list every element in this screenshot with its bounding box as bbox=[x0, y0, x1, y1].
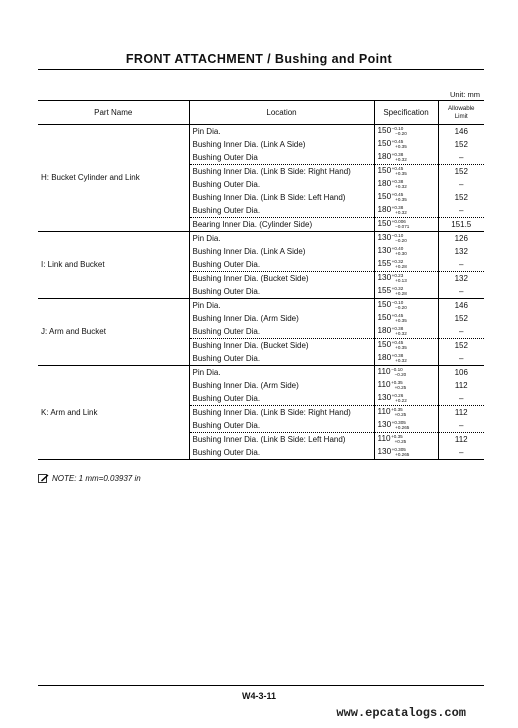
spec-tolerance bbox=[392, 260, 407, 269]
spec-base: 150 bbox=[377, 192, 392, 202]
spec-upper: +0.35 bbox=[391, 406, 403, 412]
specification-cell bbox=[374, 151, 438, 165]
spec-upper: +0.35 bbox=[391, 379, 403, 385]
specification-cell bbox=[374, 352, 438, 366]
specification-cell bbox=[374, 366, 438, 380]
location-cell: Pin Dia. bbox=[189, 366, 374, 380]
spec-base: 150 bbox=[377, 139, 392, 149]
spec-table-body bbox=[38, 125, 484, 460]
header-allowable-line1: Allowable bbox=[448, 104, 475, 112]
spec-tolerance bbox=[391, 381, 406, 390]
spec-base: 150 bbox=[377, 126, 392, 136]
limit-cell: – bbox=[459, 393, 464, 403]
limit-cell: 146 bbox=[438, 299, 484, 313]
spec-tolerance bbox=[392, 140, 407, 149]
spec-base: 180 bbox=[377, 205, 392, 215]
note-text: NOTE: 1 mm=0.03937 in bbox=[52, 474, 141, 483]
spec-table bbox=[38, 100, 484, 460]
limit-cell: – bbox=[459, 326, 464, 336]
specification-cell bbox=[374, 138, 438, 151]
specification-cell bbox=[374, 446, 438, 460]
spec-upper: +0.45 bbox=[391, 339, 404, 345]
spec-tolerance bbox=[392, 394, 407, 403]
spec-upper: −0.10 bbox=[391, 366, 403, 372]
header-part-name: Part Name bbox=[38, 101, 189, 125]
spec-tolerance bbox=[392, 287, 407, 296]
page-number: W4-3-11 bbox=[241, 691, 276, 701]
limit-cell: 132 bbox=[438, 272, 484, 286]
specification-cell bbox=[374, 258, 438, 272]
spec-lower: +0.265 bbox=[395, 424, 410, 430]
spec-tolerance bbox=[392, 301, 407, 310]
spec-tolerance bbox=[392, 421, 410, 430]
specification-cell bbox=[374, 325, 438, 339]
location-cell: Bushing Outer Dia. bbox=[189, 258, 374, 272]
spec-tolerance bbox=[392, 448, 410, 457]
spec-base: 180 bbox=[377, 179, 392, 189]
spec-tolerance bbox=[391, 408, 406, 417]
spec-tolerance bbox=[391, 368, 406, 377]
specification-cell bbox=[374, 245, 438, 258]
spec-tolerance bbox=[392, 167, 407, 176]
spec-base: 130 bbox=[377, 447, 392, 457]
spec-tolerance bbox=[392, 180, 407, 189]
specification-cell bbox=[374, 204, 438, 218]
spec-lower: +0.265 bbox=[395, 451, 410, 457]
location-cell: Bushing Outer Dia. bbox=[189, 352, 374, 366]
location-cell: Bushing Inner Dia. (Bucket Side) bbox=[189, 339, 374, 353]
location-cell: Bushing Outer Dia. bbox=[189, 285, 374, 299]
specification-cell bbox=[374, 406, 438, 420]
specification-cell bbox=[374, 272, 438, 286]
specification-cell bbox=[374, 232, 438, 246]
spec-lower: +0.35 bbox=[395, 170, 407, 176]
table-row bbox=[38, 299, 484, 313]
spec-upper: −0.10 bbox=[391, 125, 404, 131]
spec-base: 180 bbox=[377, 152, 392, 162]
header-location: Location bbox=[189, 101, 374, 125]
specification-cell bbox=[374, 339, 438, 353]
limit-cell: 152 bbox=[454, 139, 468, 149]
spec-base: 155 bbox=[377, 259, 392, 269]
spec-lower: −0.20 bbox=[395, 237, 407, 243]
limit-cell: 112 bbox=[438, 433, 484, 447]
location-cell: Bushing Outer Dia. bbox=[189, 419, 374, 433]
location-cell: Bushing Inner Dia. (Link B Side: Left Hand) bbox=[189, 191, 374, 204]
unit-label: Unit: mm bbox=[450, 90, 480, 99]
specification-cell bbox=[374, 312, 438, 325]
spec-lower: +0.32 bbox=[395, 357, 407, 363]
spec-upper: −0.10 bbox=[391, 299, 404, 305]
spec-upper: +0.38 bbox=[391, 178, 404, 184]
spec-upper: +0.45 bbox=[391, 165, 404, 171]
spec-lower: +0.22 bbox=[395, 397, 407, 403]
specification-cell bbox=[374, 285, 438, 299]
spec-upper: +0.305 bbox=[391, 419, 406, 425]
spec-lower: +0.30 bbox=[395, 250, 407, 256]
specification-cell bbox=[374, 218, 438, 232]
watermark: www.epcatalogs.com bbox=[336, 706, 466, 720]
limit-cell: 132 bbox=[454, 246, 468, 256]
specification-cell bbox=[374, 191, 438, 204]
specification-cell bbox=[374, 379, 438, 392]
spec-lower: +0.32 bbox=[395, 183, 407, 189]
spec-upper: +0.305 bbox=[391, 446, 406, 452]
spec-base: 130 bbox=[377, 393, 392, 403]
spec-tolerance bbox=[391, 435, 406, 444]
location-cell: Bushing Inner Dia. (Arm Side) bbox=[189, 312, 374, 325]
spec-base: 130 bbox=[377, 246, 392, 256]
spec-upper: +0.23 bbox=[391, 272, 404, 278]
limit-cell: – bbox=[459, 152, 464, 162]
note bbox=[38, 474, 141, 483]
spec-tolerance bbox=[392, 247, 407, 256]
table-row bbox=[38, 366, 484, 380]
spec-upper: +0.40 bbox=[391, 245, 404, 251]
spec-upper: +0.006 bbox=[391, 218, 406, 224]
header-specification: Specification bbox=[374, 101, 438, 125]
table-header-row bbox=[38, 101, 484, 125]
spec-tolerance bbox=[392, 220, 410, 229]
limit-cell: 152 bbox=[438, 339, 484, 353]
spec-tolerance bbox=[392, 193, 407, 202]
specification-cell bbox=[374, 392, 438, 406]
spec-base: 150 bbox=[377, 219, 392, 229]
spec-base: 150 bbox=[377, 313, 392, 323]
spec-base: 150 bbox=[377, 340, 392, 350]
location-cell: Bushing Inner Dia. (Link B Side: Left Hand) bbox=[189, 433, 374, 447]
specification-cell bbox=[374, 125, 438, 139]
limit-cell: – bbox=[459, 205, 464, 215]
spec-tolerance bbox=[392, 314, 407, 323]
location-cell: Bushing Outer Dia. bbox=[189, 204, 374, 218]
location-cell: Bushing Outer Dia bbox=[189, 151, 374, 165]
spec-base: 130 bbox=[377, 420, 392, 430]
location-cell: Bushing Outer Dia. bbox=[189, 446, 374, 460]
header-allowable-limit bbox=[438, 101, 484, 125]
spec-upper: +0.45 bbox=[391, 191, 404, 197]
limit-cell: – bbox=[459, 420, 464, 430]
spec-tolerance bbox=[392, 354, 407, 363]
location-cell: Bushing Outer Dia. bbox=[189, 392, 374, 406]
location-cell: Bushing Inner Dia. (Arm Side) bbox=[189, 379, 374, 392]
spec-lower: +0.35 bbox=[395, 196, 407, 202]
spec-upper: −0.10 bbox=[391, 232, 404, 238]
spec-lower: +0.35 bbox=[395, 317, 407, 323]
spec-base: 110 bbox=[377, 367, 391, 377]
spec-upper: +0.38 bbox=[391, 151, 404, 157]
specification-cell bbox=[374, 433, 438, 447]
spec-upper: +0.35 bbox=[391, 433, 403, 439]
limit-cell: 112 bbox=[438, 406, 484, 420]
location-cell: Bushing Inner Dia. (Link A Side) bbox=[189, 138, 374, 151]
limit-cell: 106 bbox=[438, 366, 484, 380]
spec-base: 150 bbox=[377, 166, 392, 176]
limit-cell: 151.5 bbox=[438, 218, 484, 232]
limit-cell: 126 bbox=[438, 232, 484, 246]
location-cell: Bushing Outer Dia. bbox=[189, 325, 374, 339]
spec-lower: +0.13 bbox=[395, 277, 407, 283]
spec-base: 150 bbox=[377, 300, 392, 310]
spec-base: 110 bbox=[377, 380, 391, 390]
spec-upper: +0.45 bbox=[391, 138, 404, 144]
spec-base: 110 bbox=[377, 407, 391, 417]
spec-lower: +0.32 bbox=[395, 209, 407, 215]
limit-cell: – bbox=[459, 259, 464, 269]
spec-upper: +0.38 bbox=[391, 204, 404, 210]
limit-cell: – bbox=[438, 446, 484, 460]
spec-tolerance bbox=[392, 153, 407, 162]
location-cell: Bushing Inner Dia. (Link B Side: Right Hand) bbox=[189, 406, 374, 420]
spec-lower: +0.25 bbox=[394, 411, 407, 417]
spec-lower: −0.071 bbox=[395, 223, 410, 229]
specification-cell bbox=[374, 178, 438, 191]
spec-upper: +0.45 bbox=[391, 312, 404, 318]
spec-upper: +0.38 bbox=[391, 352, 404, 358]
location-cell: Pin Dia. bbox=[189, 299, 374, 313]
spec-lower: +0.25 bbox=[394, 438, 407, 444]
limit-cell: 152 bbox=[454, 313, 468, 323]
spec-base: 130 bbox=[377, 233, 392, 243]
limit-cell: 152 bbox=[438, 165, 484, 179]
limit-cell: 112 bbox=[454, 380, 468, 390]
part-name-cell: I: Link and Bucket bbox=[38, 232, 189, 299]
spec-lower: −0.20 bbox=[395, 304, 407, 310]
specification-cell bbox=[374, 165, 438, 179]
spec-lower: +0.32 bbox=[395, 330, 407, 336]
spec-tolerance bbox=[392, 341, 407, 350]
spec-lower: +0.35 bbox=[395, 344, 407, 350]
spec-base: 180 bbox=[377, 353, 392, 363]
part-name-cell: J: Arm and Bucket bbox=[38, 299, 189, 366]
spec-lower: −0.20 bbox=[395, 130, 407, 136]
spec-tolerance bbox=[392, 127, 407, 136]
limit-cell: – bbox=[459, 179, 464, 189]
spec-lower: +0.32 bbox=[395, 156, 407, 162]
footer-rule bbox=[38, 685, 484, 686]
spec-lower: −0.20 bbox=[394, 371, 407, 377]
location-cell: Pin Dia. bbox=[189, 232, 374, 246]
part-name-cell: H: Bucket Cylinder and Link bbox=[38, 125, 189, 232]
spec-upper: +0.32 bbox=[391, 258, 404, 264]
spec-base: 110 bbox=[377, 434, 391, 444]
spec-lower: +0.25 bbox=[394, 384, 407, 390]
spec-upper: +0.26 bbox=[391, 392, 404, 398]
table-row bbox=[38, 232, 484, 246]
location-cell: Bushing Inner Dia. (Link B Side: Right Hand) bbox=[189, 165, 374, 179]
spec-tolerance bbox=[392, 274, 407, 283]
location-cell: Bushing Inner Dia. (Link A Side) bbox=[189, 245, 374, 258]
spec-base: 180 bbox=[377, 326, 392, 336]
spec-tolerance bbox=[392, 234, 407, 243]
spec-lower: +0.28 bbox=[395, 290, 407, 296]
location-cell: Pin Dia. bbox=[189, 125, 374, 139]
spec-base: 130 bbox=[377, 273, 392, 283]
spec-upper: +0.38 bbox=[391, 325, 404, 331]
spec-upper: +0.32 bbox=[391, 285, 404, 291]
spec-lower: +0.35 bbox=[395, 143, 407, 149]
limit-cell: 152 bbox=[454, 192, 468, 202]
specification-cell bbox=[374, 299, 438, 313]
location-cell: Bushing Inner Dia. (Bucket Side) bbox=[189, 272, 374, 286]
header-allowable-line2: Limit bbox=[454, 112, 468, 120]
limit-cell: 146 bbox=[454, 126, 468, 136]
location-cell: Bearing Inner Dia. (Cylinder Side) bbox=[189, 218, 374, 232]
table-row bbox=[38, 125, 484, 139]
title-rule bbox=[38, 69, 484, 70]
specification-cell bbox=[374, 419, 438, 433]
location-cell: Bushing Outer Dia. bbox=[189, 178, 374, 191]
pencil-note-icon bbox=[38, 474, 49, 483]
limit-cell: – bbox=[459, 286, 464, 296]
page-title: FRONT ATTACHMENT / Bushing and Point bbox=[125, 52, 393, 66]
spec-base: 155 bbox=[377, 286, 392, 296]
limit-cell: – bbox=[459, 353, 464, 363]
spec-lower: +0.28 bbox=[395, 263, 407, 269]
spec-tolerance bbox=[392, 327, 407, 336]
spec-tolerance bbox=[392, 206, 407, 215]
part-name-cell: K: Arm and Link bbox=[38, 366, 189, 460]
